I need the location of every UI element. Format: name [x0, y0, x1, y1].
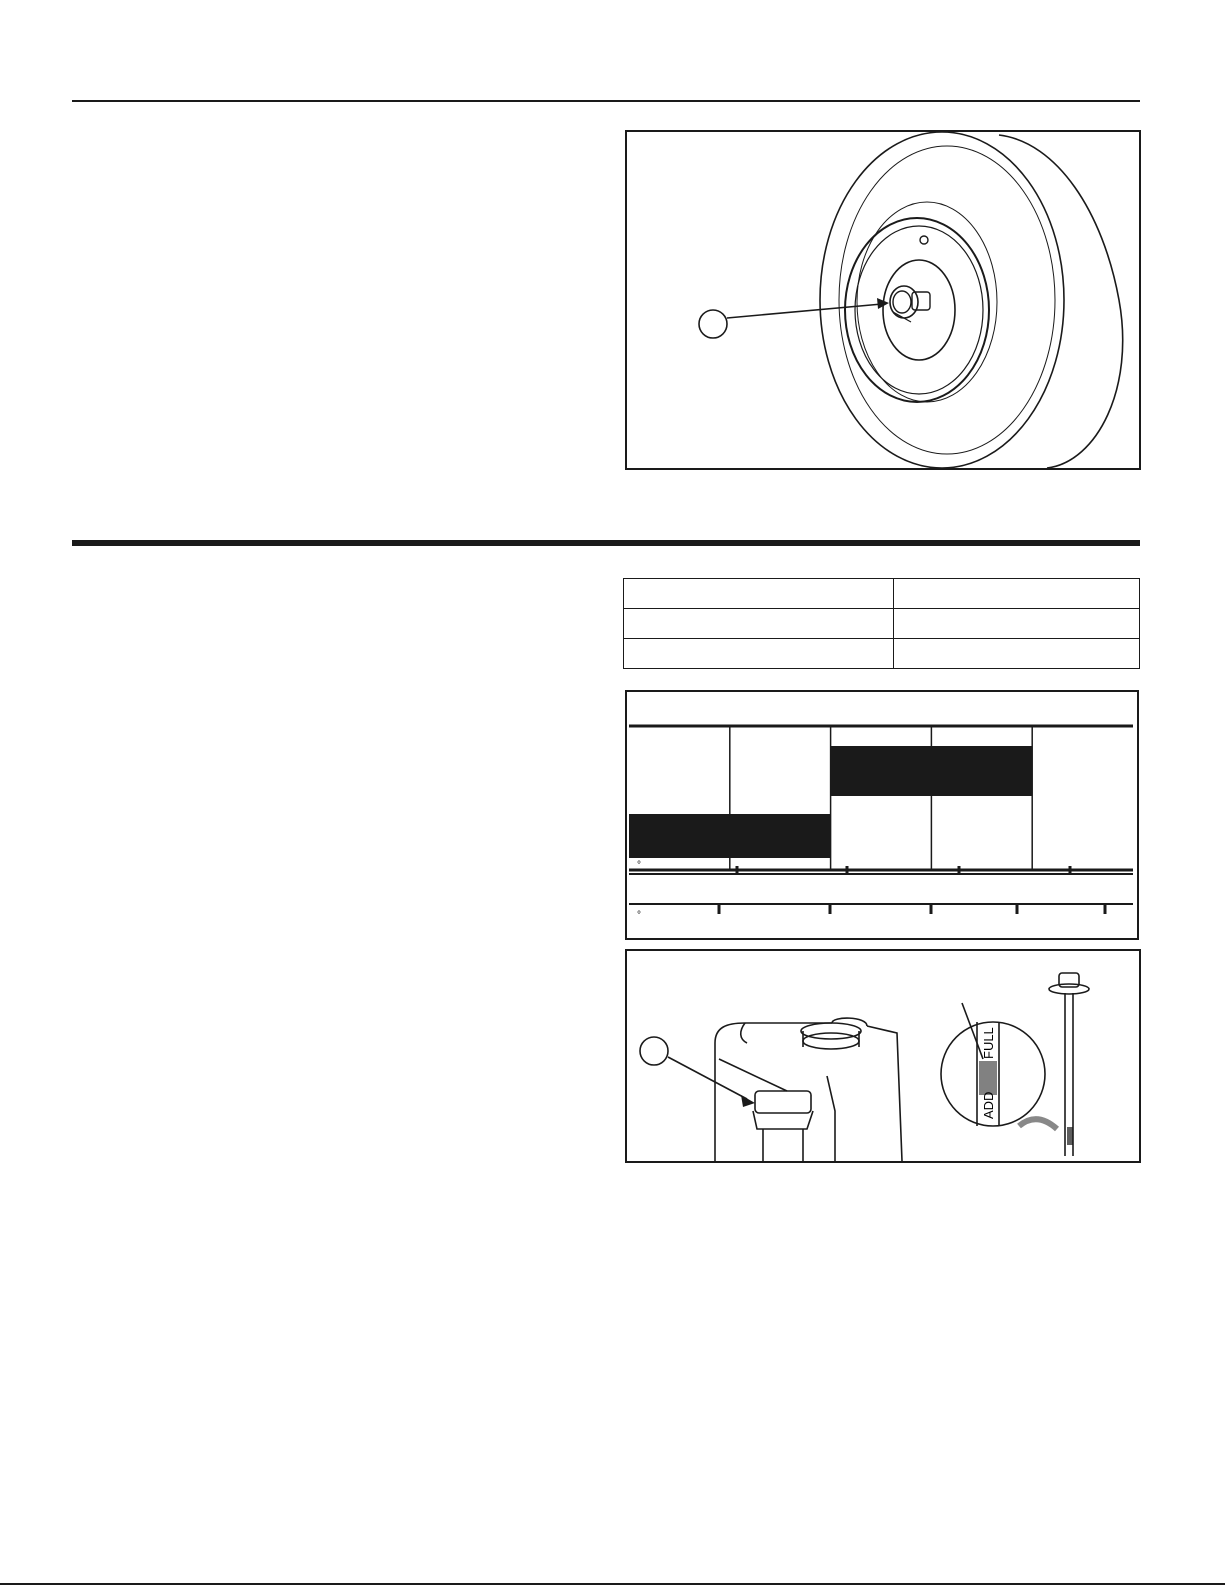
table-row — [624, 639, 1140, 669]
table-row — [624, 579, 1140, 609]
oil-viscosity-chart — [625, 690, 1139, 940]
chart-bar — [730, 814, 831, 858]
section-rule — [72, 540, 1140, 546]
dipstick-full-label: FULL — [981, 1027, 996, 1059]
table-cell — [624, 579, 894, 609]
dipstick-add-label: ADD — [981, 1091, 996, 1119]
chart-svg — [627, 692, 1137, 938]
scale-unit-label: ° — [637, 860, 641, 871]
scale-unit-label: ° — [637, 910, 641, 921]
table-cell — [894, 579, 1140, 609]
table-cell — [894, 639, 1140, 669]
engine-dipstick-icon — [627, 951, 1139, 1161]
table-row — [624, 609, 1140, 639]
top-rule — [72, 100, 1140, 102]
table-cell — [624, 639, 894, 669]
wheel-figure — [625, 130, 1141, 470]
chart-bar — [831, 746, 932, 796]
chart-bar — [931, 746, 1032, 796]
wheel-hub-icon — [627, 132, 1139, 468]
spec-table — [623, 578, 1140, 669]
table-cell — [624, 609, 894, 639]
chart-bar — [629, 814, 730, 858]
table-cell — [894, 609, 1140, 639]
oil-dipstick-figure — [625, 949, 1141, 1163]
